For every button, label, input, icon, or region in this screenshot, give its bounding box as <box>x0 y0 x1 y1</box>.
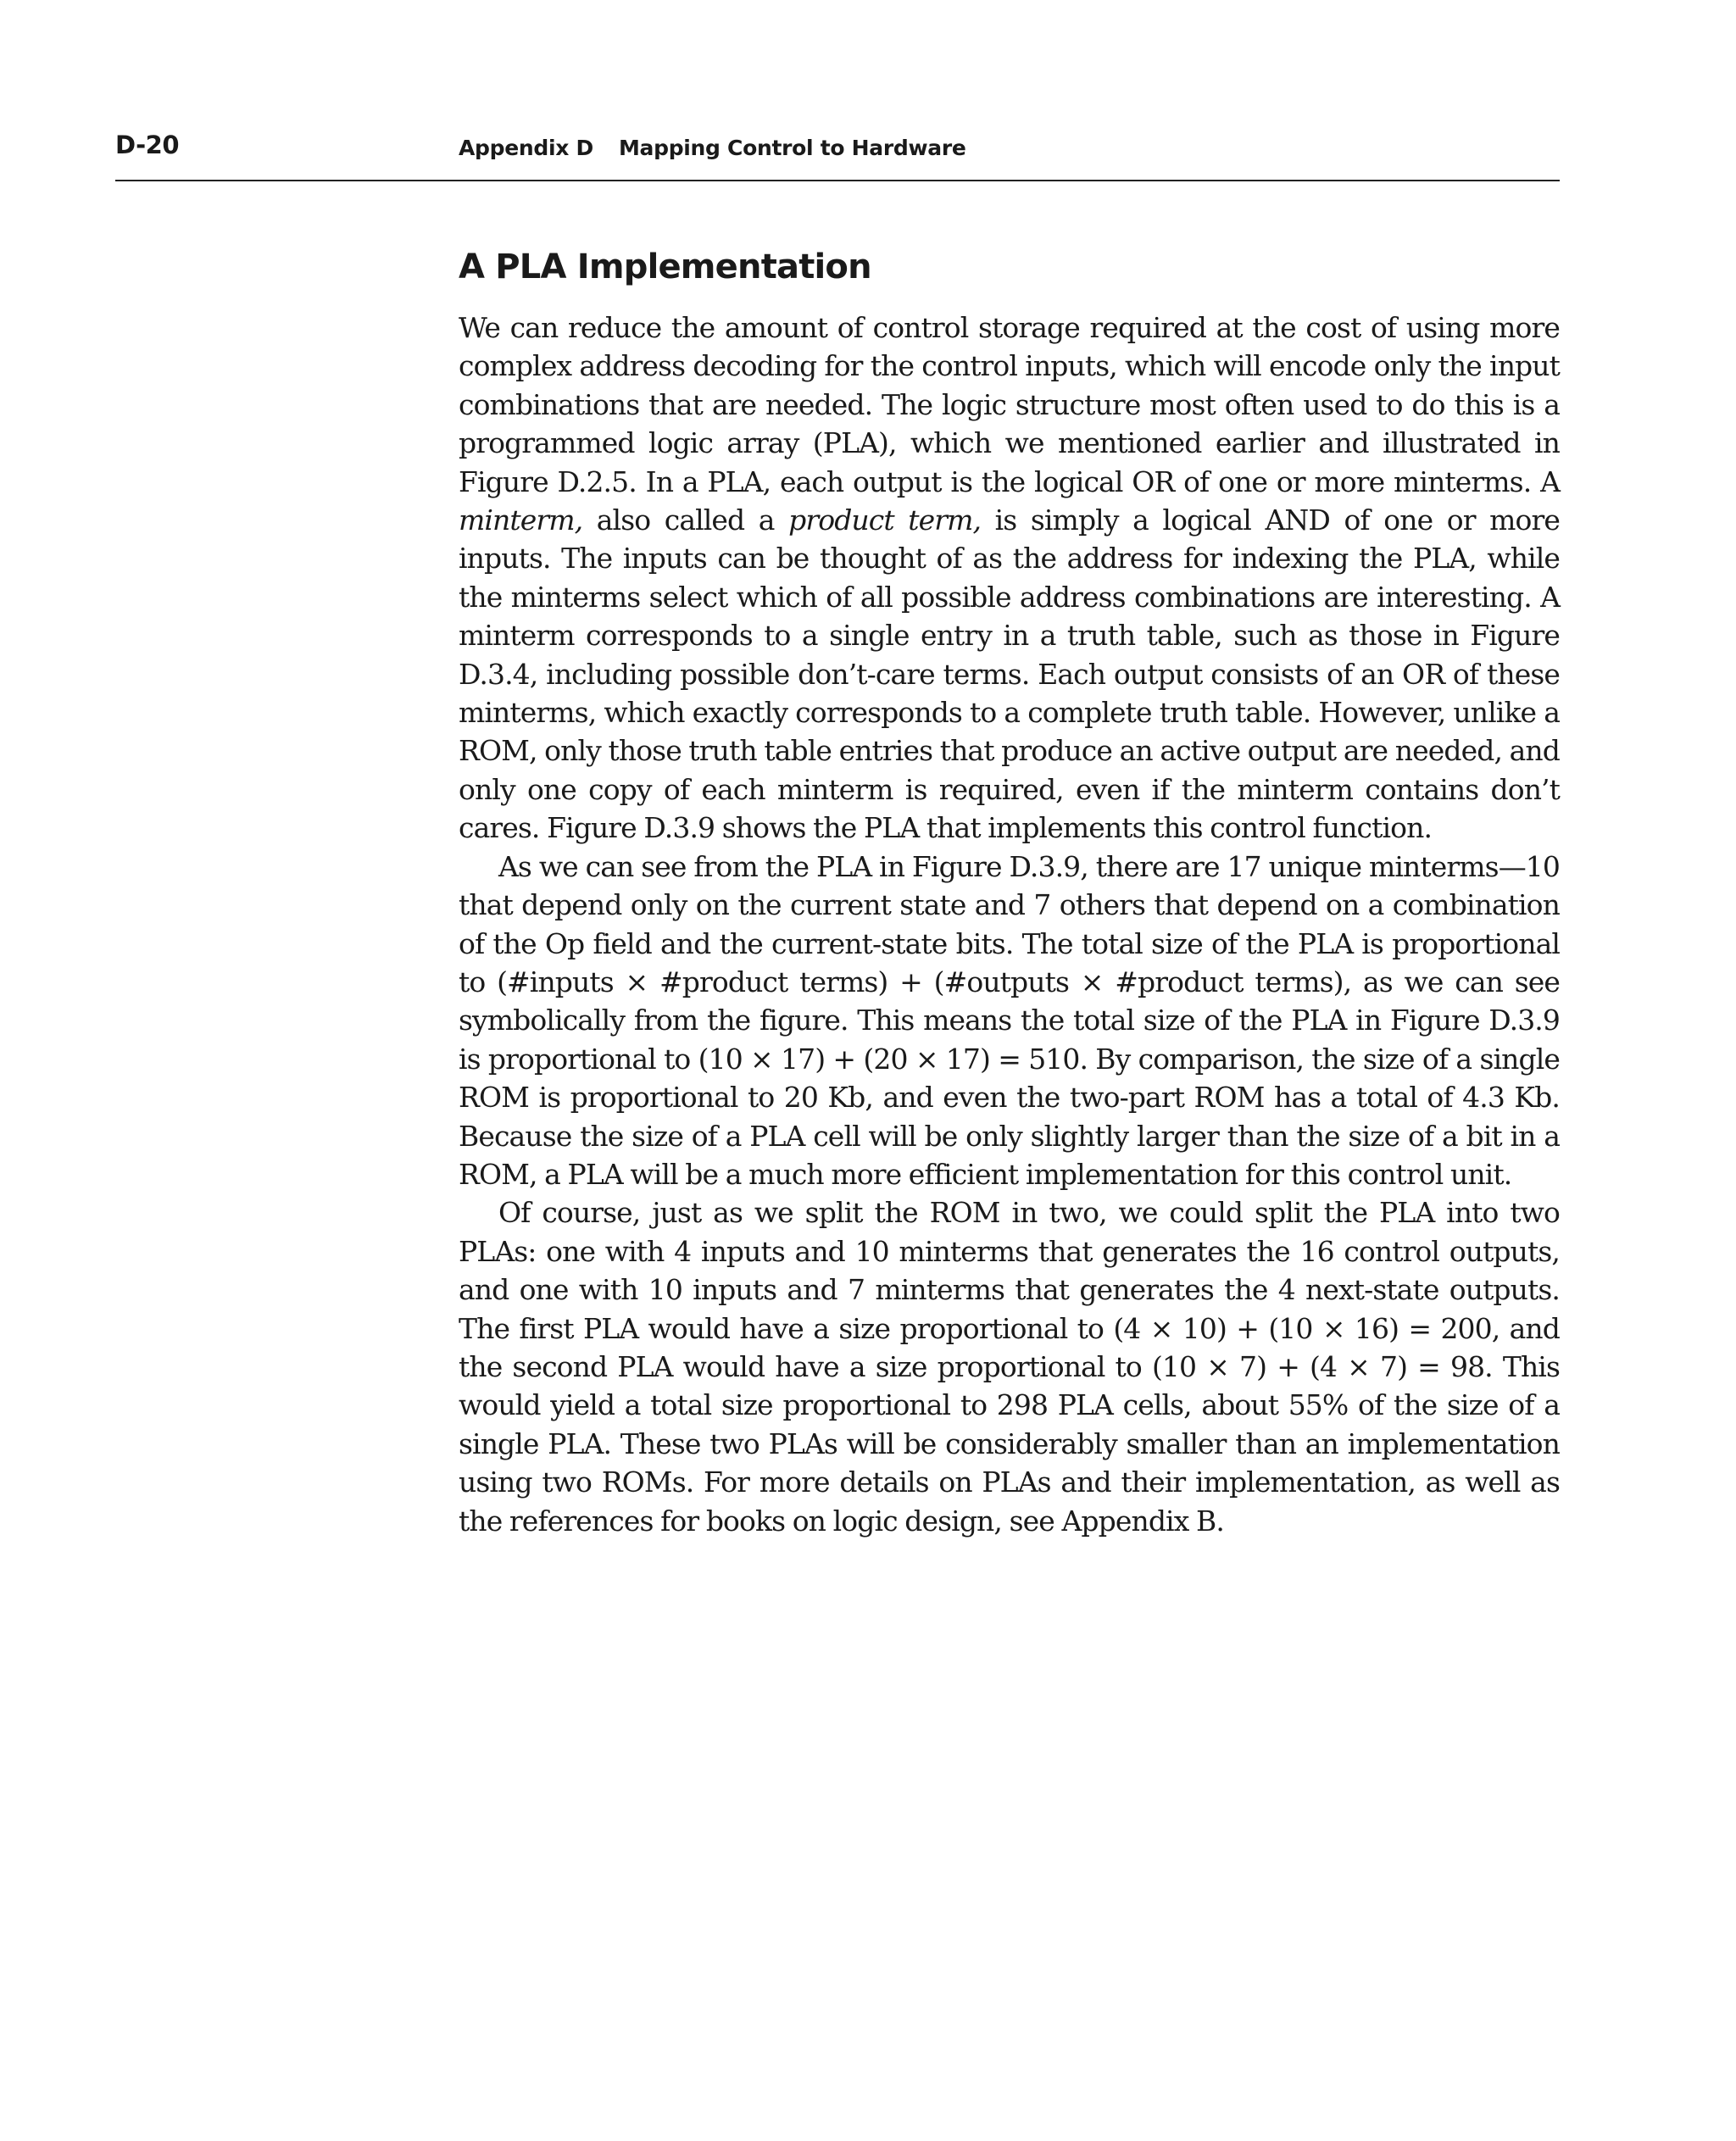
appendix-label: Appendix D <box>459 136 593 160</box>
paragraph-3: Of course, just as we split the ROM in two, we could split the PLA into two PLAs: one with 4 inputs and 10 minterms that generates the 16 control outputs, and one with 10 inputs and 7 minterms that generates the 4 next-state outputs. The first PLA would have a size proportional to (4 × 10) + (10 × 16) = 200, and the second PLA would have a size proportional to (10 × 7) + (4 × 7) = 98. This would yield a total size proportional to 298 PLA cells, about 55% of the size of a single PLA. These two PLAs will be considerably smaller than an implementation using two ROMs. For more details on PLAs and their implementation, as well as the references for books on logic design, see Appendix B. <box>459 1196 1560 1538</box>
paragraph-2: As we can see from the PLA in Figure D.3.9, there are 17 unique minterms—10 that depend only on the current state and 7 others that depend on a combination of the Op field and the current-state bits. The total size of the PLA is proportional to (#inputs × #product terms) + (#outputs × #product terms), as we can see symbolically from the figure. This means the total size of the PLA in Figure D.3.9 is proportional to (10 × 17) + (20 × 17) = 510. By comparison, the size of a single ROM is proportional to 20 Kb, and even the two-part ROM has a total of 4.3 Kb. Because the size of a PLA cell will be only slightly larger than the size of a bit in a ROM, a PLA will be a much more efficient implementation for this control unit. <box>459 849 1560 1191</box>
paragraph-1-part-c: is simply a logical AND of one or more inputs. The inputs can be thought of as the address for indexing the PLA, while the minterms select which of all possible address combinations are interesting. A minterm corresponds to a single entry in a truth table, such as those in Figure D.3.4, including possible don’t-care terms. Each output consists of an OR of these minterms, which exactly corresponds to a complete truth table. However, unlike a ROM, only those truth table entries that produce an active output are needed, and only one copy of each minterm is required, even if the minterm contains don’t cares. Figure D.3.9 shows the PLA that implements this control function. <box>459 503 1561 845</box>
paragraph-1-part-b: also called a <box>582 503 789 537</box>
running-head <box>115 127 1560 181</box>
paragraph-1 <box>459 309 1560 848</box>
body-text <box>459 309 1560 1540</box>
paragraph-1-part-a: We can reduce the amount of control storage required at the cost of using more complex address decoding for the control inputs, which will encode only the input combinations that are needed. The logic structure most often used to do this is a programmed logic array (PLA), which we mentioned earlier and illustrated in Figure D.2.5. In a PLA, each output is the logical OR of one or more minterms. A <box>459 311 1560 498</box>
chapter-title: Mapping Control to Hardware <box>618 136 966 160</box>
section-heading: A PLA Implementation <box>459 247 871 286</box>
chapter-label <box>459 136 966 160</box>
term-minterm: minterm, <box>459 503 583 537</box>
page-number: D-20 <box>115 131 180 159</box>
term-product-term: product term, <box>788 503 982 537</box>
